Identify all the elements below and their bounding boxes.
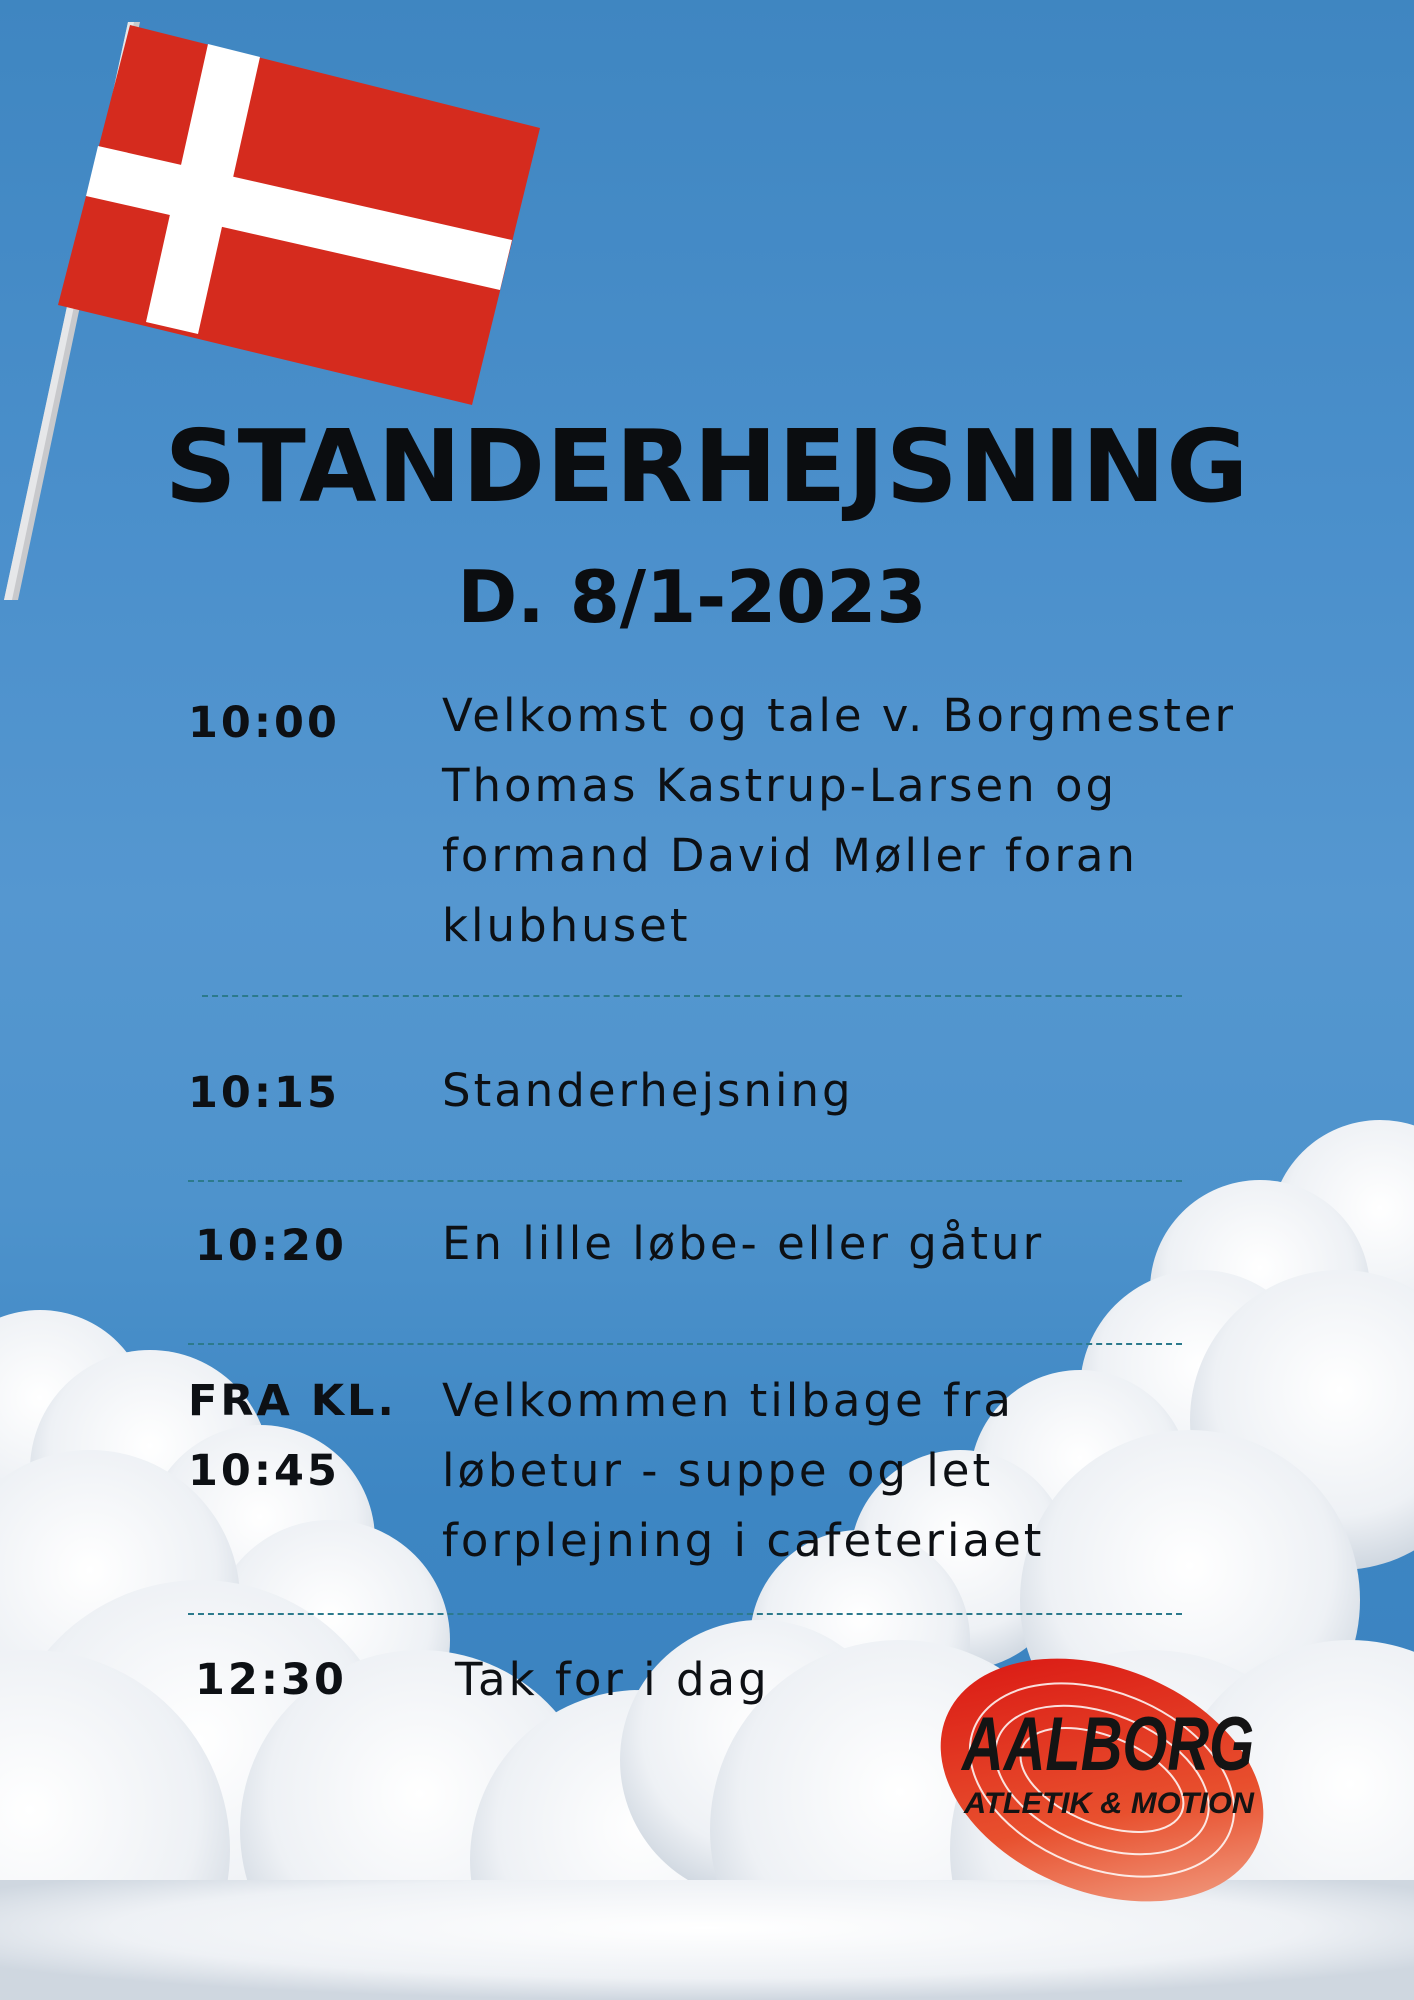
separator	[188, 1613, 1182, 1615]
schedule-description: Velkomst og tale v. Borgmester Thomas Kastrup-Larsen og formand David Møller foran klubhuset	[442, 689, 1237, 952]
event-date: D. 8/1-2023	[457, 555, 927, 639]
separator	[188, 1343, 1182, 1345]
logo-name: AALBORG	[960, 1702, 1254, 1787]
schedule-time: 12:30	[195, 1655, 347, 1705]
schedule-description: En lille løbe- eller gåtur	[442, 1217, 1045, 1270]
schedule-description: Velkommen tilbage fra løbetur - suppe og let forplejning i cafeteriaet	[442, 1374, 1045, 1567]
separator	[188, 1180, 1182, 1182]
schedule-description: Tak for i dag	[455, 1653, 770, 1706]
page-title: STANDERHEJSNING	[164, 408, 1250, 525]
schedule-time: 10:15	[188, 1068, 340, 1118]
separator	[202, 995, 1182, 997]
aalborg-atletik-logo-icon	[920, 1640, 1280, 1920]
schedule-description: Standerhejsning	[442, 1064, 854, 1117]
schedule-time: FRA KL. 10:45	[188, 1376, 397, 1496]
schedule-time: 10:00	[188, 698, 340, 748]
logo-subtitle: ATLETIK & MOTION	[962, 1787, 1256, 1820]
schedule-time: 10:20	[195, 1221, 347, 1271]
